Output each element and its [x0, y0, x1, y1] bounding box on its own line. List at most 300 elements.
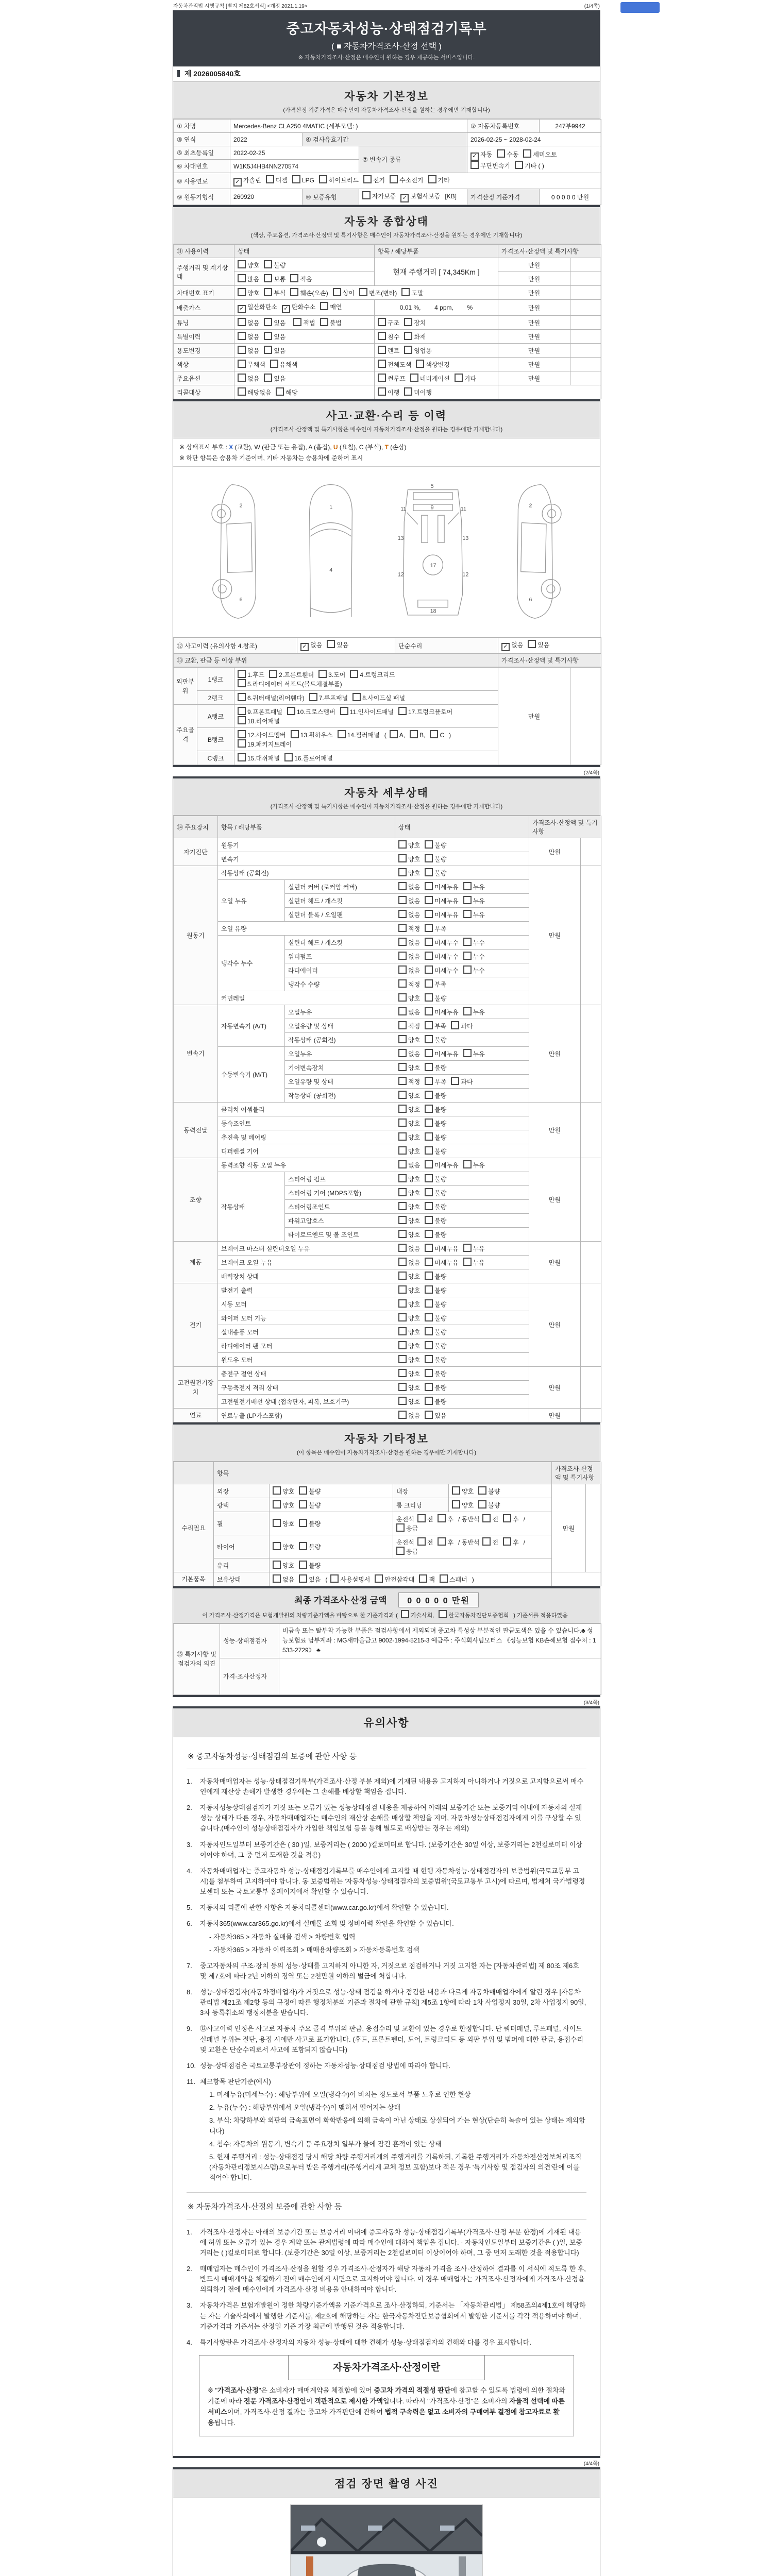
checkbox[interactable]: [398, 938, 407, 946]
checkbox-option[interactable]: [425, 1216, 446, 1225]
checkbox-option[interactable]: [398, 1091, 420, 1100]
checkbox-option[interactable]: [300, 640, 322, 651]
checkbox[interactable]: [401, 1610, 409, 1618]
checkbox-option[interactable]: [264, 288, 285, 297]
checkbox[interactable]: [425, 1244, 433, 1252]
checkbox-option[interactable]: [398, 1063, 420, 1072]
checkbox[interactable]: [299, 1486, 307, 1495]
checkbox-option[interactable]: [463, 1258, 485, 1267]
checkbox-option[interactable]: [425, 1411, 446, 1420]
checkbox[interactable]: [378, 332, 386, 340]
checkbox[interactable]: [238, 346, 246, 354]
checkbox[interactable]: [398, 840, 407, 849]
checkbox-option[interactable]: [425, 1369, 446, 1378]
checkbox-option[interactable]: [398, 993, 420, 1003]
checkbox-option[interactable]: [238, 670, 264, 679]
checkbox[interactable]: [299, 1500, 307, 1509]
checkbox-option[interactable]: [269, 670, 314, 679]
checkbox[interactable]: [264, 332, 272, 340]
checkbox-option[interactable]: [284, 753, 333, 762]
checkbox-option[interactable]: [425, 882, 458, 891]
checkbox[interactable]: [463, 896, 472, 904]
checkbox[interactable]: [452, 1486, 460, 1495]
checkbox-option[interactable]: [238, 739, 292, 749]
checkbox[interactable]: [238, 260, 246, 268]
checkbox-option[interactable]: [398, 1397, 420, 1406]
checkbox-option[interactable]: [503, 1537, 519, 1547]
checkbox[interactable]: [425, 910, 433, 918]
checkbox-option[interactable]: [238, 274, 259, 283]
checkbox-option[interactable]: [425, 1160, 458, 1170]
checkbox-option[interactable]: [430, 730, 444, 739]
checkbox-option[interactable]: [425, 1230, 446, 1239]
checkbox[interactable]: [425, 1049, 433, 1057]
checkbox-option[interactable]: [425, 1049, 458, 1058]
checkbox[interactable]: [398, 924, 407, 932]
checkbox[interactable]: [425, 1355, 433, 1363]
checkbox[interactable]: [398, 1230, 407, 1238]
checkbox[interactable]: [264, 346, 272, 354]
checkbox[interactable]: [238, 288, 246, 296]
checkbox[interactable]: [238, 274, 246, 282]
checkbox-option[interactable]: [290, 274, 312, 283]
checkbox[interactable]: [482, 1514, 491, 1522]
checkbox-option[interactable]: [404, 387, 432, 397]
checkbox[interactable]: [375, 1574, 383, 1583]
checkbox[interactable]: [273, 1486, 281, 1495]
checkbox[interactable]: [284, 753, 293, 761]
checkbox-option[interactable]: [398, 1285, 420, 1295]
checkbox-option[interactable]: [425, 1077, 446, 1086]
checkbox[interactable]: [497, 149, 505, 158]
checkbox[interactable]: [333, 288, 341, 296]
checkbox[interactable]: [352, 693, 361, 701]
checkbox[interactable]: [398, 1327, 407, 1335]
checkbox[interactable]: [404, 332, 412, 340]
checkbox[interactable]: [398, 1132, 407, 1141]
checkbox-option[interactable]: [398, 924, 420, 933]
checkbox-option[interactable]: [390, 730, 405, 739]
checkbox[interactable]: [417, 1514, 426, 1522]
checkbox-option[interactable]: [438, 1514, 453, 1523]
checkbox-option[interactable]: [309, 693, 348, 702]
checkbox[interactable]: [425, 1174, 433, 1182]
checkbox-checked[interactable]: ✓: [300, 643, 309, 651]
checkbox[interactable]: [440, 1574, 448, 1583]
checkbox-option[interactable]: [425, 1021, 446, 1030]
checkbox-option[interactable]: [398, 1105, 420, 1114]
checkbox-option[interactable]: [463, 1049, 485, 1058]
checkbox-option[interactable]: [410, 730, 425, 739]
checkbox-option[interactable]: [238, 716, 280, 725]
checkbox[interactable]: [398, 1063, 407, 1071]
checkbox-checked[interactable]: ✓: [400, 194, 409, 202]
checkbox[interactable]: [478, 1500, 486, 1509]
checkbox[interactable]: [276, 387, 284, 396]
checkbox-option[interactable]: [273, 1486, 294, 1496]
checkbox[interactable]: [482, 1537, 491, 1546]
checkbox[interactable]: [293, 318, 301, 326]
checkbox-option[interactable]: [238, 693, 305, 702]
checkbox[interactable]: [398, 1146, 407, 1155]
checkbox[interactable]: [463, 938, 472, 946]
checkbox-option[interactable]: [299, 1519, 321, 1528]
checkbox-option[interactable]: [398, 1272, 420, 1281]
checkbox[interactable]: [398, 882, 407, 890]
checkbox-option[interactable]: [378, 318, 399, 327]
checkbox-option[interactable]: [398, 882, 420, 891]
checkbox-option[interactable]: [320, 318, 342, 327]
checkbox[interactable]: [425, 1383, 433, 1391]
checkbox-option[interactable]: [438, 1537, 453, 1547]
checkbox[interactable]: [425, 1132, 433, 1141]
checkbox[interactable]: [398, 1105, 407, 1113]
checkbox-option[interactable]: [398, 1258, 420, 1267]
checkbox[interactable]: [287, 707, 295, 715]
checkbox[interactable]: [273, 1519, 281, 1527]
checkbox-option[interactable]: [401, 1610, 434, 1619]
checkbox-option[interactable]: [463, 1007, 485, 1016]
checkbox-option[interactable]: [425, 952, 458, 961]
checkbox-option[interactable]: [425, 1244, 458, 1253]
checkbox[interactable]: [425, 1369, 433, 1377]
checkbox[interactable]: [299, 1542, 307, 1550]
checkbox-option[interactable]: [238, 753, 280, 762]
checkbox-option[interactable]: [319, 175, 359, 184]
checkbox-option[interactable]: [282, 302, 315, 313]
checkbox[interactable]: [398, 1049, 407, 1057]
checkbox-option[interactable]: [425, 1146, 446, 1156]
checkbox-option[interactable]: [425, 1202, 446, 1211]
checkbox-option[interactable]: [410, 374, 450, 383]
checkbox[interactable]: [363, 175, 372, 183]
checkbox[interactable]: [463, 1007, 472, 1015]
checkbox[interactable]: [238, 716, 246, 724]
checkbox[interactable]: [309, 693, 317, 701]
checkbox[interactable]: [425, 1327, 433, 1335]
checkbox[interactable]: [398, 1369, 407, 1377]
checkbox-option[interactable]: [378, 360, 411, 369]
checkbox[interactable]: [398, 993, 407, 1002]
checkbox-option[interactable]: [425, 840, 446, 850]
checkbox[interactable]: [463, 952, 472, 960]
checkbox-option[interactable]: [425, 1091, 446, 1100]
checkbox[interactable]: [238, 693, 246, 701]
checkbox[interactable]: [398, 854, 407, 862]
checkbox[interactable]: [401, 288, 410, 296]
checkbox[interactable]: [299, 1519, 307, 1527]
checkbox[interactable]: [398, 1118, 407, 1127]
checkbox[interactable]: [425, 993, 433, 1002]
checkbox-option[interactable]: [425, 924, 446, 933]
checkbox[interactable]: [290, 288, 298, 296]
checkbox-option[interactable]: [359, 288, 397, 297]
checkbox-option[interactable]: [425, 1327, 446, 1336]
checkbox[interactable]: [425, 1035, 433, 1043]
checkbox-option[interactable]: [398, 1132, 420, 1142]
checkbox-option[interactable]: [478, 1500, 500, 1510]
checkbox[interactable]: [398, 1272, 407, 1280]
checkbox-option[interactable]: [398, 1230, 420, 1239]
checkbox[interactable]: [398, 910, 407, 918]
checkbox[interactable]: [463, 1049, 472, 1057]
checkbox-option[interactable]: [396, 1523, 418, 1533]
checkbox-option[interactable]: [398, 1077, 420, 1086]
checkbox-option[interactable]: [398, 1035, 420, 1044]
checkbox[interactable]: [396, 1547, 405, 1555]
checkbox[interactable]: [290, 274, 298, 282]
checkbox-option[interactable]: [398, 1244, 420, 1253]
checkbox-option[interactable]: [299, 1574, 321, 1584]
checkbox[interactable]: [425, 1077, 433, 1085]
checkbox[interactable]: [398, 1411, 407, 1419]
checkbox[interactable]: [425, 1397, 433, 1405]
checkbox-option[interactable]: [233, 176, 261, 187]
checkbox-option[interactable]: [501, 640, 523, 651]
checkbox[interactable]: [378, 387, 386, 396]
checkbox[interactable]: [338, 730, 346, 738]
checkbox[interactable]: [425, 1341, 433, 1349]
checkbox-option[interactable]: [523, 149, 557, 159]
checkbox[interactable]: [398, 1383, 407, 1391]
checkbox-option[interactable]: [425, 1007, 458, 1016]
checkbox-option[interactable]: [425, 993, 446, 1003]
checkbox[interactable]: [291, 730, 299, 738]
checkbox-option[interactable]: [417, 1537, 433, 1547]
checkbox[interactable]: [438, 1514, 446, 1522]
checkbox-option[interactable]: [398, 854, 420, 863]
checkbox-option[interactable]: [515, 161, 544, 170]
checkbox-option[interactable]: [375, 1574, 414, 1584]
checkbox-option[interactable]: [425, 965, 458, 975]
checkbox[interactable]: [238, 332, 246, 340]
checkbox-option[interactable]: [470, 150, 492, 161]
checkbox[interactable]: [264, 274, 272, 282]
checkbox-option[interactable]: [273, 1561, 294, 1570]
checkbox-option[interactable]: [416, 360, 449, 369]
checkbox[interactable]: [299, 1561, 307, 1569]
checkbox[interactable]: [419, 1574, 427, 1583]
checkbox-option[interactable]: [327, 640, 348, 649]
checkbox-option[interactable]: [463, 882, 485, 891]
checkbox[interactable]: [425, 1063, 433, 1071]
checkbox[interactable]: [238, 670, 246, 678]
checkbox-option[interactable]: [276, 387, 297, 397]
checkbox-option[interactable]: [292, 175, 314, 184]
checkbox[interactable]: [425, 1105, 433, 1113]
checkbox[interactable]: [478, 1486, 486, 1495]
checkbox-option[interactable]: [264, 318, 285, 327]
checkbox[interactable]: [264, 260, 272, 268]
checkbox-option[interactable]: [238, 360, 265, 369]
checkbox-option[interactable]: [425, 1397, 446, 1406]
checkbox-checked[interactable]: ✓: [501, 643, 510, 651]
checkbox[interactable]: [438, 1537, 446, 1546]
checkbox-option[interactable]: [425, 1285, 446, 1295]
checkbox[interactable]: [378, 346, 386, 354]
checkbox[interactable]: [455, 374, 463, 382]
checkbox[interactable]: [425, 1258, 433, 1266]
checkbox-option[interactable]: [478, 1486, 500, 1496]
checkbox[interactable]: [350, 670, 358, 678]
checkbox-option[interactable]: [398, 1188, 420, 1197]
checkbox[interactable]: [238, 679, 246, 687]
checkbox-option[interactable]: [425, 1063, 446, 1072]
checkbox-option[interactable]: [470, 161, 510, 170]
checkbox-option[interactable]: [401, 288, 423, 297]
checkbox-option[interactable]: [404, 346, 432, 355]
checkbox-option[interactable]: [378, 387, 399, 397]
checkbox-option[interactable]: [398, 1174, 420, 1183]
checkbox[interactable]: [398, 1341, 407, 1349]
checkbox-option[interactable]: [404, 318, 426, 327]
checkbox[interactable]: [404, 387, 412, 396]
checkbox[interactable]: [327, 640, 335, 648]
checkbox-option[interactable]: [398, 1313, 420, 1323]
checkbox[interactable]: [425, 896, 433, 904]
checkbox-option[interactable]: [398, 868, 420, 877]
checkbox-checked[interactable]: ✓: [233, 178, 242, 187]
checkbox[interactable]: [362, 191, 371, 199]
checkbox-option[interactable]: [398, 938, 420, 947]
checkbox[interactable]: [410, 374, 418, 382]
checkbox-option[interactable]: [238, 288, 259, 297]
checkbox-option[interactable]: [398, 1160, 420, 1170]
checkbox[interactable]: [425, 1146, 433, 1155]
checkbox[interactable]: [451, 1077, 459, 1085]
checkbox[interactable]: [425, 840, 433, 849]
checkbox[interactable]: [398, 1258, 407, 1266]
checkbox-option[interactable]: [273, 1542, 294, 1551]
checkbox-option[interactable]: [425, 854, 446, 863]
checkbox-option[interactable]: [398, 1216, 420, 1225]
viewer-badge[interactable]: [620, 2, 660, 13]
checkbox-option[interactable]: [238, 346, 259, 355]
checkbox[interactable]: [398, 1244, 407, 1252]
checkbox-option[interactable]: [398, 1049, 420, 1058]
checkbox-option[interactable]: [264, 260, 285, 269]
checkbox-option[interactable]: [363, 175, 385, 184]
checkbox-option[interactable]: [463, 896, 485, 905]
checkbox-option[interactable]: [287, 707, 335, 716]
checkbox-option[interactable]: [425, 910, 458, 919]
checkbox[interactable]: [238, 707, 246, 715]
checkbox-option[interactable]: [425, 1035, 446, 1044]
checkbox[interactable]: [470, 161, 479, 169]
checkbox[interactable]: [451, 1021, 459, 1029]
checkbox-option[interactable]: [425, 979, 446, 989]
checkbox[interactable]: [398, 1091, 407, 1099]
checkbox-option[interactable]: [238, 679, 342, 688]
checkbox[interactable]: [425, 1411, 433, 1419]
checkbox-checked[interactable]: ✓: [238, 305, 246, 313]
checkbox-option[interactable]: [398, 896, 420, 905]
checkbox-option[interactable]: [340, 707, 394, 716]
checkbox-option[interactable]: [482, 1537, 498, 1547]
checkbox-option[interactable]: [463, 1160, 485, 1170]
checkbox[interactable]: [238, 318, 246, 326]
checkbox-option[interactable]: [338, 730, 380, 739]
checkbox-option[interactable]: [398, 910, 420, 919]
checkbox[interactable]: [340, 707, 348, 715]
checkbox-option[interactable]: [238, 707, 282, 716]
checkbox[interactable]: [270, 360, 278, 368]
checkbox[interactable]: [266, 175, 274, 183]
checkbox-option[interactable]: [299, 1486, 321, 1496]
checkbox-option[interactable]: [398, 965, 420, 975]
checkbox[interactable]: [528, 640, 536, 648]
checkbox[interactable]: [425, 1299, 433, 1308]
checkbox-option[interactable]: [398, 1355, 420, 1364]
checkbox[interactable]: [318, 670, 327, 678]
checkbox-option[interactable]: [463, 938, 485, 947]
checkbox-option[interactable]: [238, 260, 259, 269]
checkbox[interactable]: [452, 1500, 460, 1509]
checkbox-option[interactable]: [398, 1202, 420, 1211]
checkbox-option[interactable]: [425, 1188, 446, 1197]
checkbox-option[interactable]: [299, 1542, 321, 1551]
checkbox[interactable]: [417, 1537, 426, 1546]
checkbox[interactable]: [425, 1202, 433, 1210]
checkbox-option[interactable]: [503, 1514, 519, 1523]
checkbox[interactable]: [404, 318, 412, 326]
checkbox[interactable]: [273, 1542, 281, 1550]
checkbox[interactable]: [425, 938, 433, 946]
checkbox[interactable]: [463, 965, 472, 974]
checkbox[interactable]: [425, 924, 433, 932]
checkbox[interactable]: [398, 1202, 407, 1210]
checkbox-option[interactable]: [398, 1341, 420, 1350]
checkbox-checked[interactable]: ✓: [470, 152, 479, 161]
checkbox[interactable]: [292, 175, 300, 183]
checkbox[interactable]: [238, 360, 246, 368]
checkbox[interactable]: [273, 1574, 281, 1583]
checkbox-option[interactable]: [273, 1519, 294, 1528]
checkbox-option[interactable]: [398, 952, 420, 961]
checkbox[interactable]: [463, 1244, 472, 1252]
checkbox[interactable]: [359, 288, 367, 296]
checkbox[interactable]: [416, 360, 424, 368]
checkbox[interactable]: [264, 374, 272, 382]
checkbox-option[interactable]: [378, 332, 399, 341]
checkbox[interactable]: [425, 1188, 433, 1196]
checkbox-option[interactable]: [398, 1299, 420, 1309]
checkbox-option[interactable]: [264, 346, 285, 355]
checkbox[interactable]: [398, 707, 407, 715]
checkbox-option[interactable]: [463, 910, 485, 919]
checkbox[interactable]: [330, 1574, 339, 1583]
checkbox-option[interactable]: [452, 1486, 474, 1496]
checkbox-option[interactable]: [455, 374, 476, 383]
checkbox[interactable]: [425, 882, 433, 890]
checkbox-option[interactable]: [419, 1574, 435, 1584]
checkbox-option[interactable]: [398, 1146, 420, 1156]
checkbox-option[interactable]: [425, 1258, 458, 1267]
checkbox-option[interactable]: [398, 1411, 420, 1420]
checkbox[interactable]: [398, 965, 407, 974]
checkbox[interactable]: [425, 868, 433, 876]
checkbox-option[interactable]: [400, 192, 440, 202]
checkbox-option[interactable]: [333, 288, 355, 297]
checkbox-option[interactable]: [425, 868, 446, 877]
checkbox-option[interactable]: [398, 1369, 420, 1378]
checkbox[interactable]: [425, 979, 433, 988]
checkbox-option[interactable]: [425, 1118, 446, 1128]
checkbox-option[interactable]: [238, 302, 277, 313]
checkbox[interactable]: [273, 1561, 281, 1569]
checkbox[interactable]: [398, 1216, 407, 1224]
checkbox-option[interactable]: [270, 360, 298, 369]
